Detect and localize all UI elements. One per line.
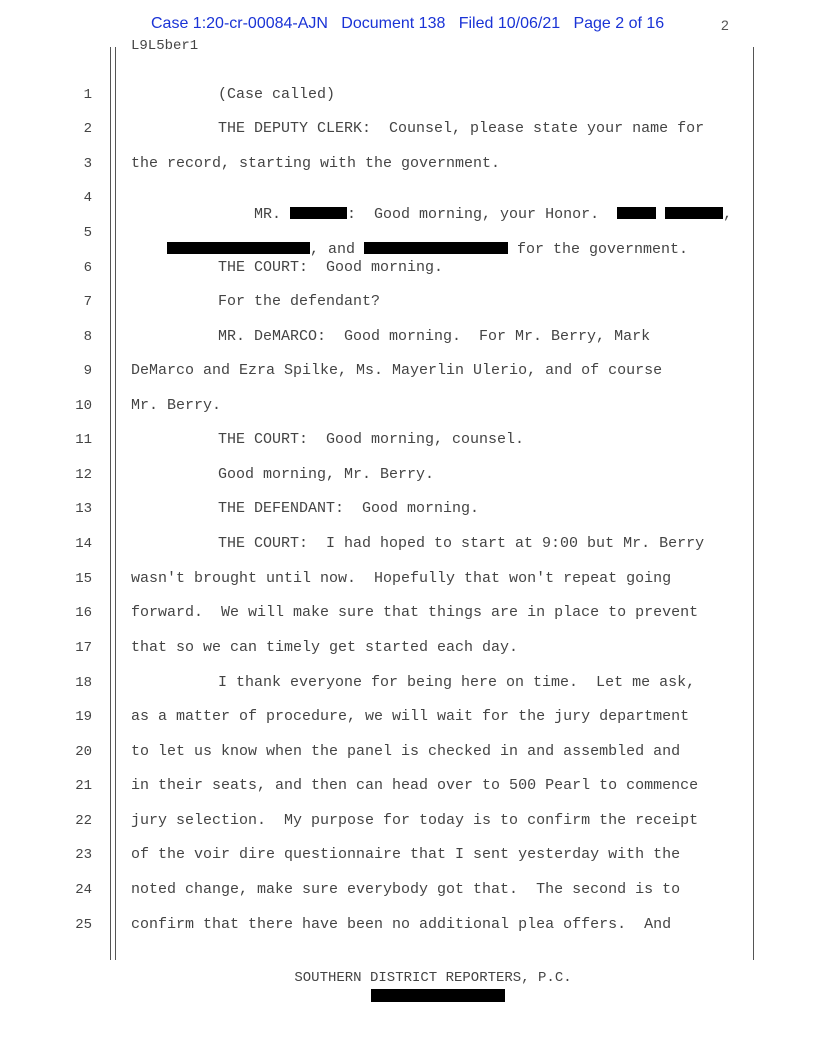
transcript-line: forward. We will make sure that things are in place to prevent: [131, 604, 699, 621]
line-number: 8: [83, 329, 92, 345]
transcript-line: (Case called): [218, 86, 336, 103]
line-number: 7: [83, 294, 92, 310]
line-text: [656, 206, 665, 223]
transcript-line: THE COURT: I had hoped to start at 9:00 but Mr. Berry: [218, 535, 705, 552]
line-number: 22: [75, 813, 92, 829]
footer-redaction-block: [371, 989, 505, 1002]
line-number: 2: [83, 121, 92, 137]
transcript-line: Good morning, Mr. Berry.: [218, 466, 435, 483]
line-number: 6: [83, 260, 92, 276]
transcript-line: THE DEPUTY CLERK: Counsel, please state your name for: [218, 120, 705, 137]
redaction-block: [167, 242, 310, 254]
line-number: 14: [75, 536, 92, 552]
line-number: 1: [83, 87, 92, 103]
line-number: 18: [75, 675, 92, 691]
line-number: 13: [75, 501, 92, 517]
line-number: 21: [75, 778, 92, 794]
line-number: 3: [83, 156, 92, 172]
line-number: 5: [83, 225, 92, 241]
redaction-block: [364, 242, 508, 254]
page-number: 2: [721, 17, 729, 33]
redaction-block: [665, 207, 723, 219]
transcript-line: MR. DeMARCO: Good morning. For Mr. Berry, Mark: [218, 328, 651, 345]
transcript-line: THE COURT: Good morning.: [218, 259, 444, 276]
transcript-line: THE DEFENDANT: Good morning.: [218, 500, 480, 517]
line-number: 12: [75, 467, 92, 483]
case-header: Case 1:20-cr-00084-AJN Document 138 Filed 10/06/21 Page 2 of 16: [151, 15, 665, 32]
margin-rule-left-1: [110, 47, 111, 960]
line-number: 17: [75, 640, 92, 656]
transcript-line: noted change, make sure everybody got that. The second is to: [131, 881, 681, 898]
line-number: 23: [75, 847, 92, 863]
transcript-line: Mr. Berry.: [131, 397, 222, 414]
line-number: 15: [75, 571, 92, 587]
transcript-line: THE COURT: Good morning, counsel.: [218, 431, 525, 448]
line-number: 4: [83, 190, 92, 206]
reporter-footer: SOUTHERN DISTRICT REPORTERS, P.C.: [294, 970, 572, 986]
margin-rule-right: [753, 47, 754, 960]
transcript-code: L9L5ber1: [131, 38, 199, 54]
transcript-line: I thank everyone for being here on time. Let me ask,: [218, 674, 696, 691]
redaction-block: [617, 207, 656, 219]
line-number: 16: [75, 605, 92, 621]
line-number: 25: [75, 917, 92, 933]
line-number: 9: [83, 363, 92, 379]
line-text: MR.: [254, 206, 291, 223]
line-number: 10: [75, 398, 92, 414]
margin-rule-left-2: [115, 47, 116, 960]
line-text: , and: [310, 241, 365, 258]
transcript-line: jury selection. My purpose for today is to confirm the receipt: [131, 812, 699, 829]
line-number: 20: [75, 744, 92, 760]
transcript-line: to let us know when the panel is checked in and assembled and: [131, 743, 681, 760]
transcript-line: For the defendant?: [218, 293, 381, 310]
redaction-block: [290, 207, 347, 219]
transcript-line: DeMarco and Ezra Spilke, Ms. Mayerlin Ulerio, and of course: [131, 362, 663, 379]
transcript-line: confirm that there have been no additional plea offers. And: [131, 916, 672, 933]
line-number: 11: [75, 432, 92, 448]
transcript-line: as a matter of procedure, we will wait for the jury department: [131, 708, 690, 725]
transcript-line: in their seats, and then can head over to 500 Pearl to commence: [131, 777, 699, 794]
line-text: : Good morning, your Honor.: [347, 206, 618, 223]
transcript-line: the record, starting with the government.: [131, 155, 501, 172]
transcript-line: that so we can timely get started each day.: [131, 639, 519, 656]
line-text: for the government.: [508, 241, 689, 258]
transcript-line: wasn't brought until now. Hopefully that won't repeat going: [131, 570, 672, 587]
line-number: 19: [75, 709, 92, 725]
line-text: ,: [723, 206, 733, 223]
line-number: 24: [75, 882, 92, 898]
transcript-line: of the voir dire questionnaire that I sent yesterday with the: [131, 846, 681, 863]
